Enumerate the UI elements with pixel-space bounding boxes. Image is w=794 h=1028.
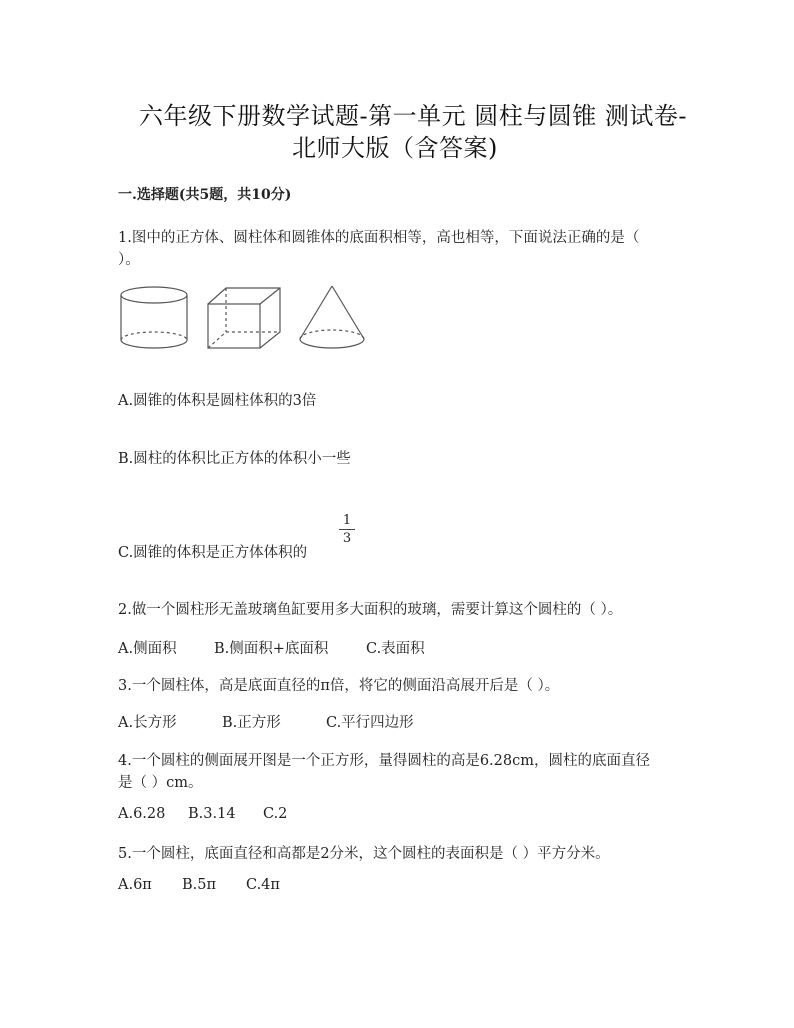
question-5-option-b[interactable]: B.5π	[182, 877, 217, 893]
cube-icon	[208, 288, 280, 348]
question-1-text-cont: ）。	[118, 252, 140, 268]
question-3-option-b[interactable]: B.正方形	[222, 715, 281, 731]
question-1-option-b[interactable]: B.圆柱的体积比正方体的体积小一些	[118, 451, 351, 467]
question-4-option-b[interactable]: B.3.14	[188, 806, 236, 822]
question-3-text: 3.一个圆柱体，高是底面直径的π倍，将它的侧面沿高展开后是（ ）。	[118, 678, 560, 694]
question-2-text: 2.做一个圆柱形无盖玻璃鱼缸要用多大面积的玻璃，需要计算这个圆柱的（ ）。	[118, 602, 623, 618]
question-1-option-c[interactable]: C.圆锥的体积是正方体体积的	[118, 545, 308, 561]
fraction-numerator: 1	[342, 513, 352, 528]
question-1-figures	[112, 282, 372, 354]
page-title-line1: 六年级下册数学试题-第一单元 圆柱与圆锥 测试卷-	[139, 102, 687, 130]
cone-icon	[300, 286, 364, 348]
section-heading: 一.选择题(共5题，共10分)	[118, 187, 292, 203]
question-1-text: 1.图中的正方体、圆柱体和圆锥体的底面积相等，高也相等，下面说法正确的是（	[118, 230, 640, 246]
question-4-option-c[interactable]: C.2	[263, 806, 288, 822]
page-title-line2: 北师大版（含答案)	[292, 134, 498, 162]
fraction-one-third	[339, 513, 355, 546]
question-2-option-b[interactable]: B.侧面积+底面积	[214, 641, 329, 657]
fraction-denominator: 3	[342, 531, 352, 546]
question-3-option-c[interactable]: C.平行四边形	[326, 715, 414, 731]
question-2-option-c[interactable]: C.表面积	[366, 641, 425, 657]
question-5-option-a[interactable]: A.6π	[118, 877, 152, 893]
question-4-text-cont: 是（ ）cm。	[118, 775, 203, 791]
question-5-option-c[interactable]: C.4π	[246, 877, 280, 893]
question-2-option-a[interactable]: A.侧面积	[118, 641, 177, 657]
question-5-text: 5.一个圆柱，底面直径和高都是2分米，这个圆柱的表面积是（ ）平方分米。	[118, 846, 610, 862]
cylinder-icon	[121, 287, 187, 348]
question-1-option-a[interactable]: A.圆锥的体积是圆柱体积的3倍	[118, 393, 317, 409]
question-4-option-a[interactable]: A.6.28	[118, 806, 166, 822]
fraction-bar	[339, 529, 355, 530]
question-3-option-a[interactable]: A.长方形	[118, 715, 177, 731]
question-4-text: 4.一个圆柱的侧面展开图是一个正方形，量得圆柱的高是6.28cm，圆柱的底面直径	[118, 753, 650, 769]
